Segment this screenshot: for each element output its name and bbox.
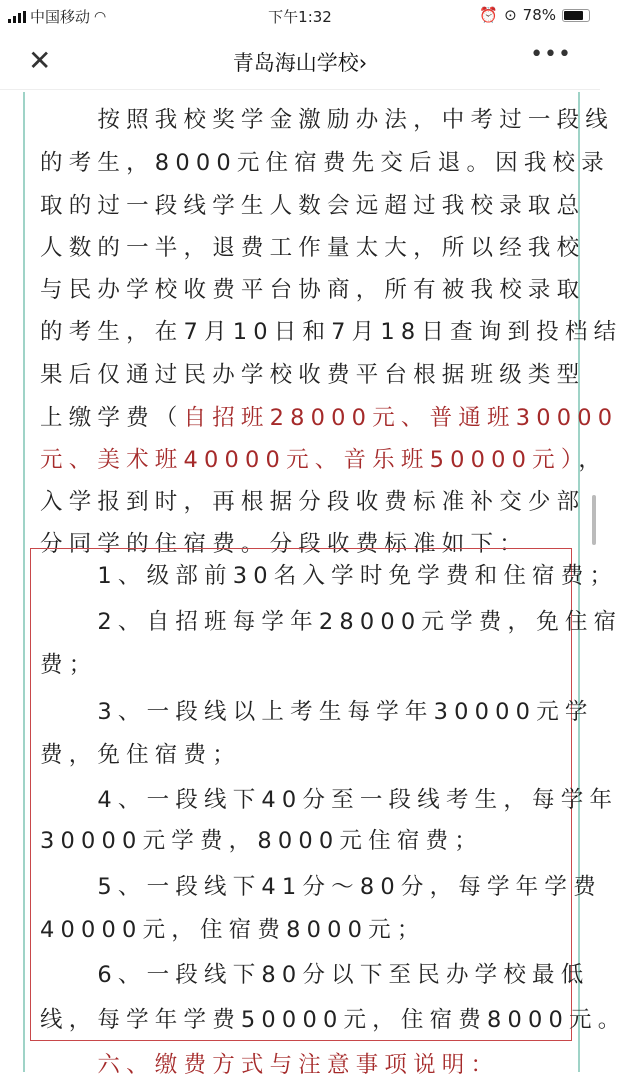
fee-rule: 2、自招班每学年28000元学费，免住宿 — [40, 609, 623, 635]
fee-rule: 费； — [40, 652, 98, 678]
battery-icon — [562, 9, 590, 22]
close-button[interactable]: ✕ — [28, 44, 52, 77]
text-line: 的考生，8000元住宿费先交后退。因我校录 — [40, 150, 610, 176]
fee-rule: 线，每学年学费50000元，住宿费8000元。 — [40, 1007, 626, 1033]
alarm-icon: ⏰ — [479, 6, 499, 24]
text: 上缴学费（ — [40, 405, 184, 431]
fee-rule: 40000元，住宿费8000元； — [40, 917, 426, 943]
fee-rule: 费，免住宿费； — [40, 742, 241, 768]
text-line: 按照我校奖学金激励办法，中考过一段线 — [40, 107, 615, 133]
highlight-fees: 元、美术班40000元、音乐班50000元） — [40, 447, 579, 473]
highlight-fees: 自招班28000元、普通班30000 — [183, 405, 619, 431]
text-line: 与民办学校收费平台协商，所有被我校录取 — [40, 277, 586, 303]
text-line: 分同学的住宿费。分段收费标准如下： — [40, 531, 528, 557]
rotation-lock-icon: ⊙ — [504, 6, 517, 24]
wifi-icon: ◠ — [94, 8, 107, 25]
text-line: 果后仅通过民办学校收费平台根据班级类型 — [40, 362, 586, 388]
chevron-right-icon: › — [358, 51, 368, 75]
text-line: 入学报到时，再根据分段收费标准补交少部 — [40, 489, 586, 515]
clock: 下午1:32 — [268, 8, 332, 26]
fee-rule: 4、一段线下40分至一段线考生，每学年 — [40, 787, 619, 813]
text-line: 取的过一段线学生人数会远超过我校录取总 — [40, 193, 586, 219]
status-bar — [0, 0, 600, 30]
text: ， — [578, 447, 608, 473]
title-text: 青岛海山学校 — [232, 51, 359, 75]
fee-rule: 6、一段线下80分以下至民办学校最低 — [40, 962, 590, 988]
text-line: 人数的一半，退费工作量太大，所以经我校 — [40, 235, 586, 261]
fee-rule: 5、一段线下41分～80分，每学年学费 — [40, 874, 602, 900]
fee-rule: 1、级部前30名入学时免学费和住宿费； — [40, 563, 619, 589]
fee-rule: 30000元学费，8000元住宿费； — [40, 828, 483, 854]
more-button[interactable]: ••• — [530, 42, 572, 67]
section-heading: 六、缴费方式与注意事项说明： — [40, 1052, 500, 1078]
battery-percent: 78% — [522, 6, 556, 24]
fee-rule: 3、一段线以上考生每学年30000元学 — [40, 699, 594, 725]
text-line — [40, 445, 607, 475]
page-title[interactable] — [0, 47, 600, 77]
text-line: 的考生，在7月10日和7月18日查询到投档结 — [40, 319, 623, 345]
nav-bar — [0, 30, 600, 90]
text-line — [40, 403, 618, 433]
scrollbar[interactable] — [592, 495, 596, 545]
carrier: 中国移动 — [30, 8, 91, 26]
